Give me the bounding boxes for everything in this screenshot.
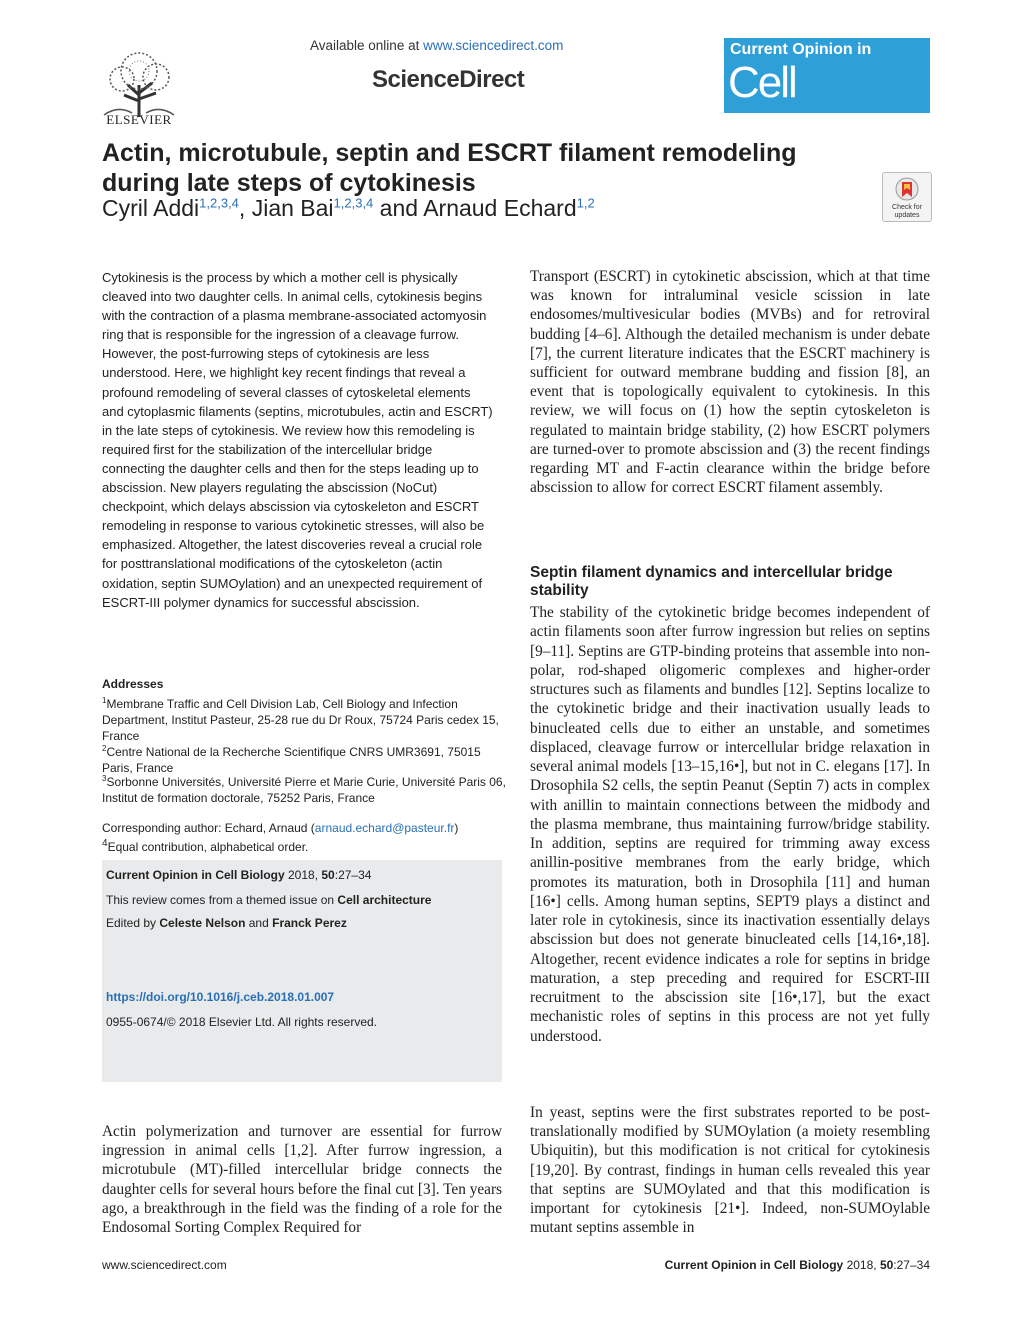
article-title: Actin, microtubule, septin and ESCRT filament remodeling during late steps of cytokinesis [102, 139, 797, 197]
author-affiliation[interactable]: 1,2,3,4 [199, 195, 239, 211]
equal-contribution-note: Equal contribution, alphabetical order. [107, 840, 309, 854]
editor-separator: and [245, 916, 273, 930]
author-separator: , [238, 195, 252, 221]
footer-journal: Current Opinion in Cell Biology [664, 1258, 844, 1272]
footer-volume: 50 [879, 1258, 894, 1272]
correspondence [102, 820, 506, 855]
available-online [310, 38, 563, 53]
section-heading: Septin filament dynamics and intercellular bridge stability [530, 564, 893, 599]
correspondence-prefix: Corresponding author: Echard, Arnaud ( [102, 821, 315, 835]
copyright-line: 0955-0674/© 2018 Elsevier Ltd. All rights reserved. [106, 1015, 377, 1029]
check-badge-label: Check for updates [892, 204, 922, 219]
address-number: 1 [102, 696, 107, 705]
theme-prefix: This review comes from a themed issue on [106, 893, 338, 907]
address-number: 3 [102, 774, 107, 783]
abstract: Cytokinesis is the process by which a mother cell is physically cleaved into two daughter cells. In animal cells, cytokinesis begins with the contraction of a plasma membrane-associated actomyosin ring that is responsible for the ingression of a cleavage furrow. However, the post-furrowing steps of cytokinesis are less understood. Here, we highlight key recent findings that reveal a profound remodeling of several classes of cytoskeletal elements and cytoplasmic filaments (septins, microtubules, actin and ESCRT) in the late steps of cytokinesis. We review how this remodeling is required first for the stabilization of the intercellular bridge connecting the daughter cells and then for the steps leading up to abscission. New players regulating the abscission (NoCut) checkpoint, which delays abscission via cytoskeleton and ESCRT remodeling in response to various cytokinetic stresses, will also be emphasized. Altogether, the latest discoveries reveal a crucial role for posttranslational modifications of the cytoskeleton (actin oxidation, septin SUMOylation) and an unexpected requirement of ESCRT-III polymer dynamics for successful abscission. [102, 270, 493, 610]
citation-year: 2018, [284, 868, 322, 882]
footer-year: 2018, [843, 1258, 880, 1272]
addresses-heading: Addresses [102, 677, 164, 691]
corresponding-email-link[interactable]: arnaud.echard@pasteur.fr [314, 821, 455, 835]
journal-logo [724, 38, 930, 157]
publisher-wordmark: ELSEVIER [106, 112, 172, 127]
address-3 [102, 771, 506, 806]
themed-issue-line [106, 893, 431, 907]
bookmark-icon [895, 177, 919, 203]
author-name: Arnaud Echard [423, 195, 577, 221]
address-text: Centre National de la Recherche Scientifique CNRS UMR3691, 75015 Paris, France [102, 745, 481, 775]
article-info-box [102, 860, 502, 1082]
footer-website[interactable]: www.sciencedirect.com [102, 1258, 227, 1272]
intro-paragraph: Actin polymerization and turnover are essential for furrow ingression in animal cells [1,2]. After furrow ingression, a microtubule (MT)-filled intercellular bridge connects the daughter cells for several hours before the final cut [3]. Ten years ago, a breakthrough in the field was the finding of a role for the Endosomal Sorting Complex Required for [102, 1123, 502, 1237]
address-text: Membrane Traffic and Cell Division Lab, Cell Biology and Infection Department, Institut Pasteur, 25-28 rue du Dr Roux, 75724 Paris cedex 15, France [102, 697, 499, 743]
journal-name: Current Opinion in Cell Biology [106, 868, 285, 882]
citation-line [106, 868, 371, 882]
journal-logo-line2: Cell Biology [728, 58, 859, 157]
intro-paragraph-continued: Transport (ESCRT) in cytokinetic abscission, which at that time was known for intraluminal vesicle scission in late endosomes/multivesicular bodies (MVBs) and for retroviral budding [4–6]. Although the detailed mechanism is under debate [7], the current literature indicates that the ESCRT machinery is sufficient for outward membrane budding and fission [8], an event that is topologically equivalent to cytokinesis. In this review, we will focus on (1) how the septin cytoskeleton is regulated to maintain bridge stability, (2) how ESCRT polymers are turned-over to promote abscission and (3) the recent findings regarding MT and F-actin clearance within the bridge before abscission to allow for correct ESCRT filament assembly. [530, 268, 930, 497]
citation-volume: 50 [321, 868, 335, 882]
address-1 [102, 693, 506, 744]
address-text: Sorbonne Universités, Université Pierre et Marie Curie, Université Paris 06, Institut de formation doctorale, 75252 Paris, France [102, 775, 506, 805]
sciencedirect-brand: ScienceDirect [372, 66, 525, 93]
correspondence-suffix: ) [454, 821, 459, 835]
note-number: 4 [102, 838, 108, 849]
citation-pages: :27–34 [334, 868, 372, 882]
footer-citation [665, 1258, 930, 1272]
septin-paragraph: The stability of the cytokinetic bridge becomes independent of actin filaments soon after furrow ingression but relies on septins [9–11]. Septins are GTP-binding proteins that assemble into non-polar, rod-shaped oligomeric complexes and higher-order structures such as filaments and bundles [12]. Septins localize to the cytokinetic bridge and their inactivation usually leads to binucleated cells due to either an unstable, and sometimes displaced, cleavage furrow or intercellular bridge relaxation in several animal models [13–15,16•], but not in C. elegans [17]. In Drosophila S2 cells, the septin Peanut (Septin 7) acts in complex with anillin to maintain connections between the midbody and the plasma membrane, thus maintaining furrow/bridge stability. In addition, septins are required for trimming away excess anillin-positive membranes from the early bridge, which promotes its maturation, both in Drosophila [11] and human [16•] cells. Among human septins, SEPT9 plays a distinct and later role in cytokinesis, since its inactivation essentially delays abscission but does not generate binucleated cells [14,16•,18]. Altogether, recent evidence indicates a role for septins in bridge maturation, a step preceding and required for ESCRT-III recruitment to the abscission site [16•,17], but the exact mechanistic roles of septins in this process are not yet fully understood. [530, 604, 930, 1045]
author-name: Cyril Addi [102, 195, 200, 221]
editor-name: Celeste Nelson [159, 916, 246, 930]
check-for-updates-badge[interactable] [882, 172, 932, 222]
author-separator: and [373, 195, 424, 221]
edited-prefix: Edited by [106, 916, 160, 930]
author-affiliation[interactable]: 1,2 [576, 195, 595, 211]
author-name: Jian Bai [251, 195, 334, 221]
journal-logo-line1: Current Opinion in [730, 41, 872, 58]
author-list [102, 195, 595, 222]
yeast-paragraph: In yeast, septins were the first substrates reported to be post-translationally modified by SUMOylation (a moiety resembling Ubiquitin), but this modification is not critical for cytokinesis [19,20]. By contrast, findings in human cells revealed this year that septins are SUMOylated and that this modification is important for cytokinesis [21•]. Indeed, non-SUMOylable mutant septins assemble in [530, 1104, 930, 1237]
address-number: 2 [102, 744, 107, 753]
doi-link[interactable]: https://doi.org/10.1016/j.ceb.2018.01.007 [106, 990, 335, 1004]
sciencedirect-link[interactable]: www.sciencedirect.com [423, 38, 564, 53]
editor-name: Franck Perez [272, 916, 347, 930]
theme-name: Cell architecture [337, 893, 432, 907]
editors-line [106, 916, 347, 930]
footer-pages: :27–34 [893, 1258, 930, 1272]
author-affiliation[interactable]: 1,2,3,4 [333, 195, 374, 211]
available-prefix: Available online at [310, 38, 420, 53]
